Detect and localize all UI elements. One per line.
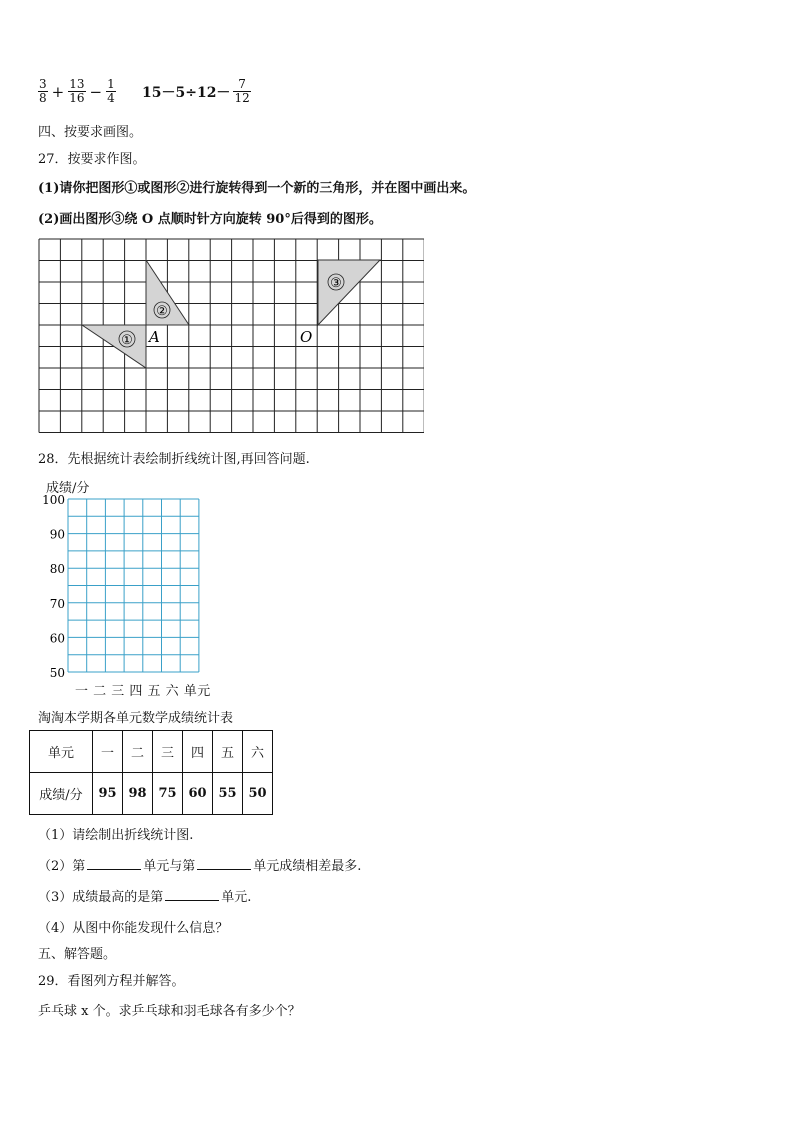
triangle-3 [318, 260, 380, 325]
point-o-label: O [300, 328, 313, 346]
unit-cell: 四 [183, 731, 213, 773]
table-row-units [30, 731, 273, 773]
unit-cell: 一 [93, 731, 123, 773]
chart-gridlines [68, 499, 199, 672]
table-head-unit: 单元 [30, 731, 93, 773]
operator: + [51, 82, 65, 101]
question-28-title: 28．先根据统计表绘制折线统计图,再回答问题. [38, 452, 310, 467]
question-28-2: （2）第 单元与第 单元成绩相差最多. [38, 859, 362, 874]
section-heading-5: 五、解答题。 [38, 947, 117, 962]
y-tick-label: 50 [49, 666, 65, 680]
question-29-title: 29．看图列方程并解答。 [38, 974, 185, 989]
score-cell: 95 [93, 773, 123, 815]
section-heading-4: 四、按要求画图。 [38, 125, 143, 140]
y-tick-label: 70 [49, 596, 65, 611]
answer-blank[interactable] [87, 857, 141, 870]
y-tick-label: 100 [42, 494, 65, 507]
question-29-text: 乒乓球 x 个。求乒乓球和羽毛球各有多少个？ [38, 1004, 301, 1019]
rotation-grid-figure [38, 238, 424, 434]
fraction: $\frac{13}{16}$ [69, 77, 85, 105]
chart-ylabel: 成绩/分 [46, 481, 90, 496]
score-table [29, 730, 273, 815]
y-tick-label: 60 [49, 631, 65, 646]
line-chart-grid [36, 494, 226, 694]
y-tick-label: 80 [49, 562, 65, 577]
score-cell: 75 [153, 773, 183, 815]
unit-cell: 六 [243, 731, 273, 773]
unit-cell: 三 [153, 731, 183, 773]
table-head-score: 成绩/分 [30, 773, 93, 815]
question-28-1: （1）请绘制出折线统计图. [38, 828, 194, 843]
label-1: ① [121, 333, 133, 348]
question-28-4: （4）从图中你能发现什么信息？ [38, 921, 229, 936]
label-2: ② [156, 304, 168, 319]
answer-blank[interactable] [165, 888, 219, 901]
arith-expression-2: 15－5÷12－ $\frac{7}{12}$ [142, 77, 250, 105]
score-cell: 50 [243, 773, 273, 815]
question-27-part2: (2)画出图形③绕 O 点顺时针方向旋转 90°后得到的图形。 [38, 212, 382, 227]
fraction: $\frac{1}{4}$ [107, 77, 115, 105]
chart-y-ticks [42, 494, 65, 680]
label-3: ③ [330, 276, 342, 291]
unit-cell: 二 [123, 731, 153, 773]
fraction: $\frac{7}{12}$ [234, 77, 250, 105]
score-cell: 98 [123, 773, 153, 815]
operator: − [89, 82, 103, 101]
question-27-title: 27．按要求作图。 [38, 152, 146, 167]
y-tick-label: 90 [49, 527, 65, 542]
unit-cell: 五 [213, 731, 243, 773]
question-27-part1: (1)请你把图形①或图形②进行旋转得到一个新的三角形，并在图中画出来。 [38, 181, 476, 196]
table-title: 淘淘本学期各单元数学成绩统计表 [38, 711, 234, 726]
question-28-3: （3）成绩最高的是第 单元. [38, 890, 252, 905]
arith-expression-1 [38, 78, 116, 105]
score-cell: 60 [183, 773, 213, 815]
score-cell: 55 [213, 773, 243, 815]
point-a-label: A [149, 328, 160, 346]
chart-xlabel: 一 二 三 四 五 六 单元 [75, 684, 211, 699]
fraction: $\frac{3}{8}$ [39, 77, 47, 105]
answer-blank[interactable] [197, 857, 251, 870]
table-row-scores [30, 773, 273, 815]
